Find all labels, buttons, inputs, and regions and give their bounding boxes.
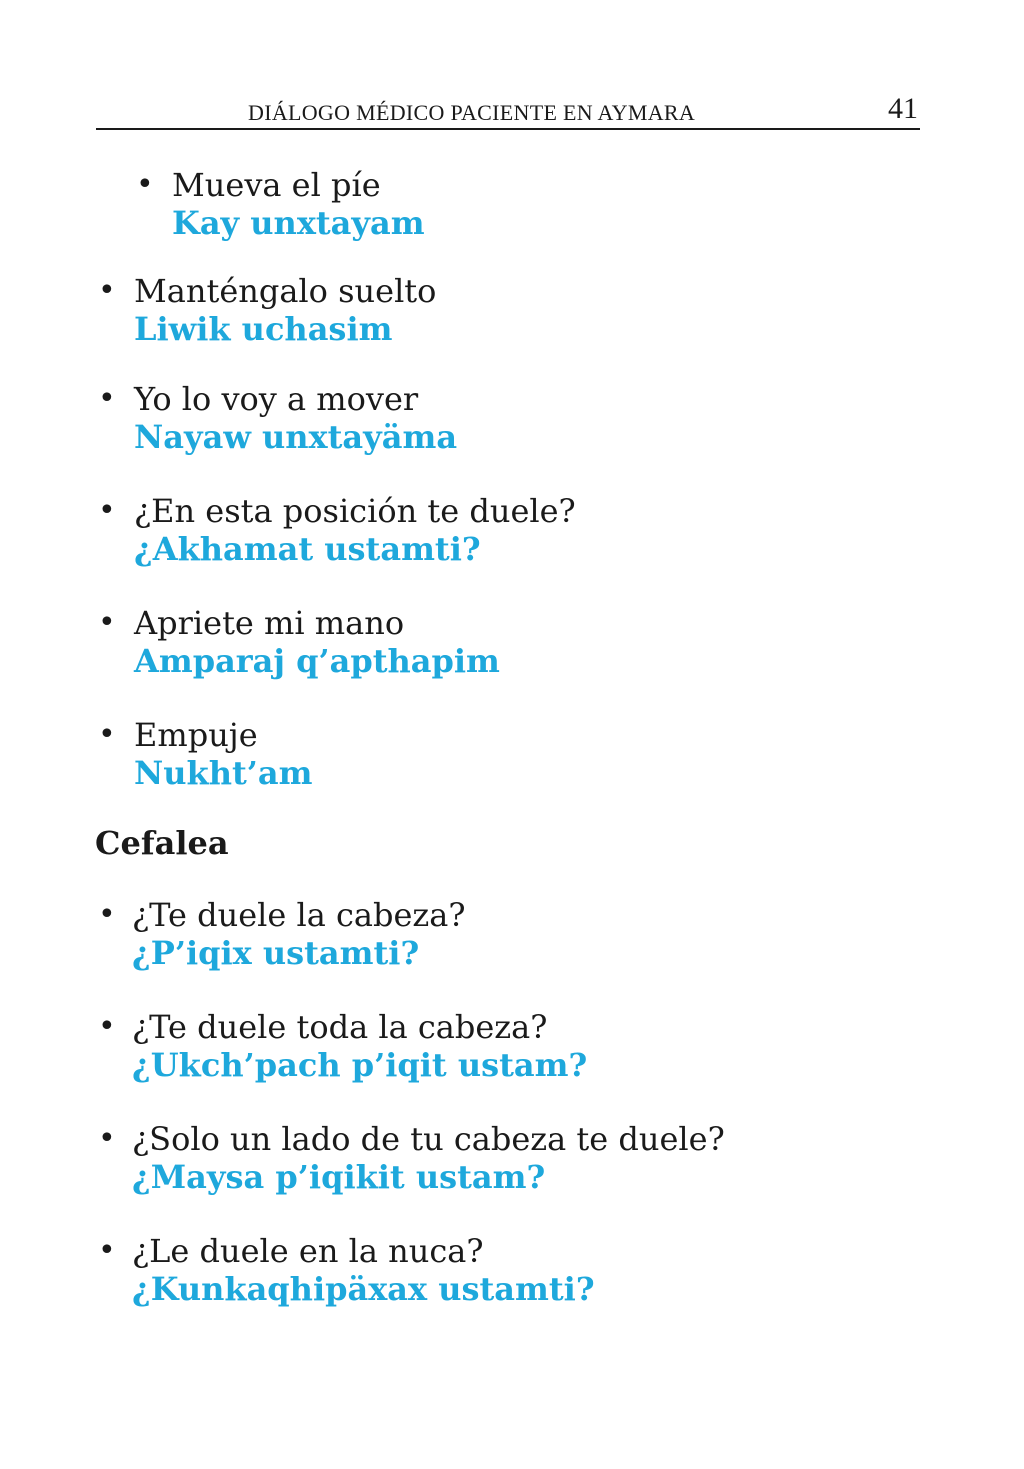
spanish-phrase: Manténgalo suelto xyxy=(134,272,437,310)
bullet-icon: • xyxy=(98,605,116,640)
aymara-translation: ¿Maysa p’iqikit ustam? xyxy=(132,1158,546,1196)
bullet-icon: • xyxy=(98,493,116,528)
spanish-phrase: ¿Solo un lado de tu cabeza te duele? xyxy=(132,1120,725,1158)
aymara-translation: ¿Ukch’pach p’iqit ustam? xyxy=(132,1046,588,1084)
list-item xyxy=(98,1122,725,1194)
bullet-icon: • xyxy=(136,167,154,202)
bullet-icon: • xyxy=(98,1233,116,1268)
spanish-phrase: Apriete mi mano xyxy=(134,604,405,642)
spanish-phrase: ¿En esta posición te duele? xyxy=(134,492,576,530)
list-item xyxy=(136,168,425,240)
bullet-icon: • xyxy=(98,897,116,932)
list-item xyxy=(98,1234,595,1306)
spanish-phrase: ¿Le duele en la nuca? xyxy=(132,1232,484,1270)
bullet-icon: • xyxy=(98,717,116,752)
spanish-phrase: Mueva el píe xyxy=(172,166,381,204)
aymara-translation: Liwik uchasim xyxy=(134,310,393,348)
running-title: DIÁLOGO MÉDICO PACIENTE EN AYMARA xyxy=(248,100,696,125)
page-number: 41 xyxy=(888,92,918,125)
section-title: Cefalea xyxy=(95,824,229,862)
spanish-phrase: ¿Te duele la cabeza? xyxy=(132,896,466,934)
list-item xyxy=(98,382,457,454)
aymara-translation: Kay unxtayam xyxy=(172,204,425,242)
aymara-translation: ¿Kunkaqhipäxax ustamti? xyxy=(132,1270,595,1308)
spanish-phrase: Empuje xyxy=(134,716,258,754)
bullet-icon: • xyxy=(98,1009,116,1044)
aymara-translation: ¿P’iqix ustamti? xyxy=(132,934,420,972)
aymara-translation: Nayaw unxtayäma xyxy=(134,418,458,456)
page-header xyxy=(96,92,920,130)
aymara-translation: Amparaj q’apthapim xyxy=(134,642,500,680)
list-item xyxy=(98,898,466,970)
list-item xyxy=(98,1010,587,1082)
aymara-translation: Nukht’am xyxy=(134,754,313,792)
bullet-icon: • xyxy=(98,1121,116,1156)
spanish-phrase: ¿Te duele toda la cabeza? xyxy=(132,1008,548,1046)
aymara-translation: ¿Akhamat ustamti? xyxy=(134,530,481,568)
spanish-phrase: Yo lo voy a mover xyxy=(134,380,419,418)
list-item xyxy=(98,274,436,346)
bullet-icon: • xyxy=(98,381,116,416)
list-item xyxy=(98,718,312,790)
list-item xyxy=(98,494,576,566)
bullet-icon: • xyxy=(98,273,116,308)
list-item xyxy=(98,606,500,678)
